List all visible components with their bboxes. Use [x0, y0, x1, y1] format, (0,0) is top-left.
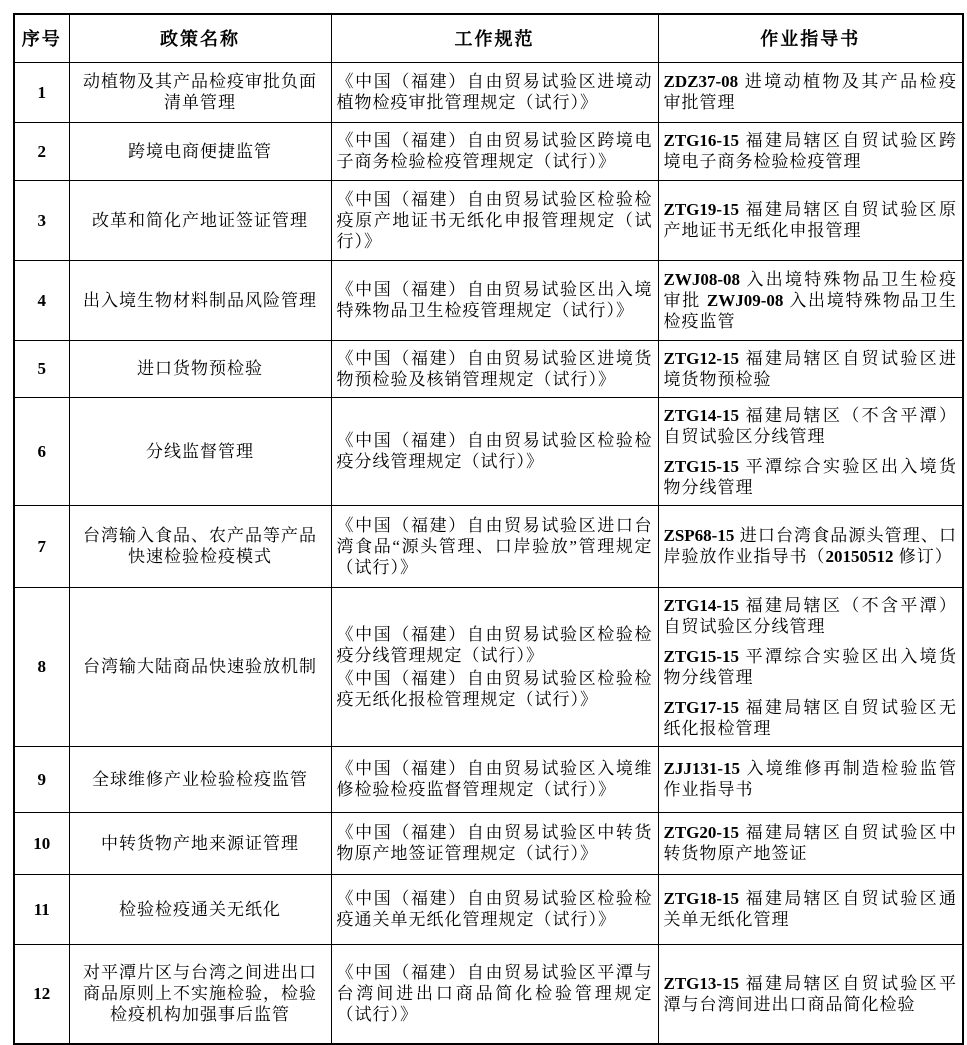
guidance-paragraph [664, 888, 958, 930]
specification-paragraph: 《中国（福建）自由贸易试验区出入境特殊物品卫生检疫管理规定（试行）》 [336, 280, 653, 320]
document-text: 福建局辖区自贸试验区平潭与台湾间进出口商品简化检验 [663, 973, 957, 1014]
policy-name-cell: 对平潭片区与台湾之间进出口商品原则上不实施检验，检验检疫机构加强事后监管 [69, 944, 331, 1044]
specification-paragraph: 《中国（福建）自由贸易试验区进境动植物检疫审批管理规定（试行）》 [336, 72, 653, 112]
table-row [14, 340, 963, 397]
specification-paragraph: 《中国（福建）自由贸易试验区检验检疫通关单无纸化管理规定（试行）》 [336, 889, 653, 929]
document-code: ZSP68-15 [663, 526, 735, 545]
policy-table [13, 13, 964, 1045]
work-specification-cell [331, 505, 658, 587]
document-code: ZTG17-15 [663, 697, 740, 717]
work-specification-cell [331, 812, 658, 874]
document-text: 福建局辖区自贸试验区跨境电子商务检验检疫管理 [663, 131, 957, 171]
specification-paragraph: 《中国（福建）自由贸易试验区检验检疫分线管理规定（试行）》 [336, 624, 653, 665]
document-text: 修订） [893, 547, 953, 566]
document-code: 20150512 [825, 547, 894, 566]
table-body [14, 62, 963, 1044]
document-code: ZTG18-15 [663, 889, 740, 908]
guidance-paragraph [664, 199, 958, 241]
table-row [14, 587, 963, 746]
guidance-document-cell [658, 944, 963, 1044]
guidance-paragraph [664, 973, 958, 1015]
guidance-paragraph [664, 405, 958, 447]
document-code: ZWJ08-08 [663, 269, 740, 289]
document-code: ZTG14-15 [663, 595, 740, 615]
work-specification-cell [331, 62, 658, 122]
work-specification-cell [331, 340, 658, 397]
document-code: ZTG20-15 [663, 823, 740, 842]
guidance-document-cell [658, 587, 963, 746]
work-specification-cell [331, 746, 658, 812]
table-row [14, 180, 963, 260]
serial-number-cell: 2 [14, 122, 69, 180]
guidance-document-cell [658, 874, 963, 944]
document-code: ZTG15-15 [663, 646, 740, 666]
guidance-document-cell [658, 397, 963, 505]
document-code: ZTG12-15 [663, 348, 740, 368]
serial-number-cell: 1 [14, 62, 69, 122]
policy-name-cell: 跨境电商便捷监管 [69, 122, 331, 180]
guidance-paragraph [664, 646, 958, 688]
header-row [14, 14, 963, 62]
work-specification-cell [331, 874, 658, 944]
guidance-document-cell [658, 746, 963, 812]
document-code: ZWJ09-08 [706, 290, 784, 310]
header-guidance-document: 作业指导书 [658, 14, 963, 62]
serial-number-cell: 11 [14, 874, 69, 944]
serial-number-cell: 8 [14, 587, 69, 746]
document-text: 福建局辖区自贸试验区无纸化报检管理 [663, 697, 957, 738]
specification-paragraph: 《中国（福建）自由贸易试验区平潭与台湾间进出口商品简化检验管理规定（试行）》 [336, 963, 653, 1025]
table-row [14, 746, 963, 812]
guidance-document-cell [658, 812, 963, 874]
specification-paragraph: 《中国（福建）自由贸易试验区检验检疫无纸化报检管理规定（试行）》 [336, 668, 653, 709]
document-text: 入境维修再制造检验监管作业指导书 [663, 759, 957, 799]
table-row [14, 874, 963, 944]
serial-number-cell: 4 [14, 260, 69, 340]
specification-paragraph: 《中国（福建）自由贸易试验区进境货物预检验及核销管理规定（试行）》 [336, 348, 653, 389]
guidance-paragraph [664, 348, 958, 390]
guidance-paragraph [664, 758, 958, 800]
document-text: 入出境特殊物品卫生检疫审批 [663, 269, 957, 310]
policy-name-cell: 改革和简化产地证签证管理 [69, 180, 331, 260]
guidance-paragraph [664, 697, 958, 739]
work-specification-cell [331, 587, 658, 746]
specification-paragraph: 《中国（福建）自由贸易试验区跨境电子商务检验检疫管理规定（试行）》 [336, 131, 653, 171]
header-serial-number: 序号 [14, 14, 69, 62]
policy-name-cell: 进口货物预检验 [69, 340, 331, 397]
document-code: ZTG16-15 [663, 131, 740, 150]
specification-paragraph: 《中国（福建）自由贸易试验区检验检疫分线管理规定（试行）》 [336, 431, 653, 471]
table-row [14, 62, 963, 122]
table-row [14, 260, 963, 340]
document-text: 进境动植物及其产品检疫审批管理 [663, 72, 957, 112]
serial-number-cell: 9 [14, 746, 69, 812]
guidance-document-cell [658, 62, 963, 122]
document-text: 福建局辖区自贸试验区中转货物原产地签证 [663, 823, 957, 863]
document-text: 福建局辖区自贸试验区通关单无纸化管理 [663, 889, 957, 929]
policy-name-cell: 出入境生物材料制品风险管理 [69, 260, 331, 340]
table-row [14, 944, 963, 1044]
specification-paragraph: 《中国（福建）自由贸易试验区中转货物原产地签证管理规定（试行）》 [336, 823, 653, 863]
document-text: 平潭综合实验区出入境货物分线管理 [663, 456, 957, 497]
work-specification-cell [331, 122, 658, 180]
header-work-specification: 工作规范 [331, 14, 658, 62]
guidance-document-cell [658, 340, 963, 397]
policy-name-cell: 动植物及其产品检疫审批负面清单管理 [69, 62, 331, 122]
guidance-paragraph [664, 822, 958, 864]
guidance-paragraph [664, 456, 958, 498]
document-code: ZDZ37-08 [663, 72, 739, 91]
guidance-paragraph [664, 269, 958, 332]
policy-name-cell: 检验检疫通关无纸化 [69, 874, 331, 944]
specification-paragraph: 《中国（福建）自由贸易试验区入境维修检验检疫监督管理规定（试行）》 [336, 759, 653, 799]
policy-name-cell: 分线监督管理 [69, 397, 331, 505]
serial-number-cell: 3 [14, 180, 69, 260]
serial-number-cell: 12 [14, 944, 69, 1044]
guidance-document-cell [658, 180, 963, 260]
specification-paragraph: 《中国（福建）自由贸易试验区检验检疫原产地证书无纸化申报管理规定（试行）》 [336, 189, 653, 251]
guidance-document-cell [658, 260, 963, 340]
serial-number-cell: 10 [14, 812, 69, 874]
work-specification-cell [331, 260, 658, 340]
guidance-paragraph [664, 71, 958, 113]
serial-number-cell: 6 [14, 397, 69, 505]
document-code: ZTG14-15 [663, 405, 740, 425]
document-text: 福建局辖区自贸试验区进境货物预检验 [663, 348, 957, 389]
table-header [14, 14, 963, 62]
work-specification-cell [331, 944, 658, 1044]
policy-name-cell: 台湾输大陆商品快速验放机制 [69, 587, 331, 746]
guidance-paragraph [664, 130, 958, 172]
guidance-document-cell [658, 505, 963, 587]
document-text: 平潭综合实验区出入境货物分线管理 [663, 646, 957, 687]
table-row [14, 505, 963, 587]
header-policy-name: 政策名称 [69, 14, 331, 62]
document-text: 福建局辖区自贸试验区原产地证书无纸化申报管理 [663, 200, 957, 240]
table-row [14, 812, 963, 874]
document-text: 福建局辖区（不含平潭）自贸试验区分线管理 [663, 405, 957, 446]
guidance-paragraph [664, 595, 958, 637]
specification-paragraph: 《中国（福建）自由贸易试验区进口台湾食品“源头管理、口岸验放”管理规定（试行）》 [336, 515, 653, 577]
document-code: ZTG13-15 [663, 973, 740, 993]
table-row [14, 122, 963, 180]
document-text: 福建局辖区（不含平潭）自贸试验区分线管理 [663, 595, 957, 636]
document-code: ZJJ131-15 [663, 759, 740, 778]
serial-number-cell: 5 [14, 340, 69, 397]
table-row [14, 397, 963, 505]
serial-number-cell: 7 [14, 505, 69, 587]
policy-name-cell: 全球维修产业检验检疫监管 [69, 746, 331, 812]
guidance-document-cell [658, 122, 963, 180]
work-specification-cell [331, 180, 658, 260]
guidance-paragraph [664, 525, 958, 567]
policy-name-cell: 台湾输入食品、农产品等产品快速检验检疫模式 [69, 505, 331, 587]
document-code: ZTG15-15 [663, 456, 740, 476]
document-code: ZTG19-15 [663, 200, 740, 219]
document-text: 入出境特殊物品卫生检疫监管 [663, 290, 957, 331]
policy-name-cell: 中转货物产地来源证管理 [69, 812, 331, 874]
document-text: 进口台湾食品源头管理、口岸验放作业指导书（ [663, 526, 957, 566]
work-specification-cell [331, 397, 658, 505]
